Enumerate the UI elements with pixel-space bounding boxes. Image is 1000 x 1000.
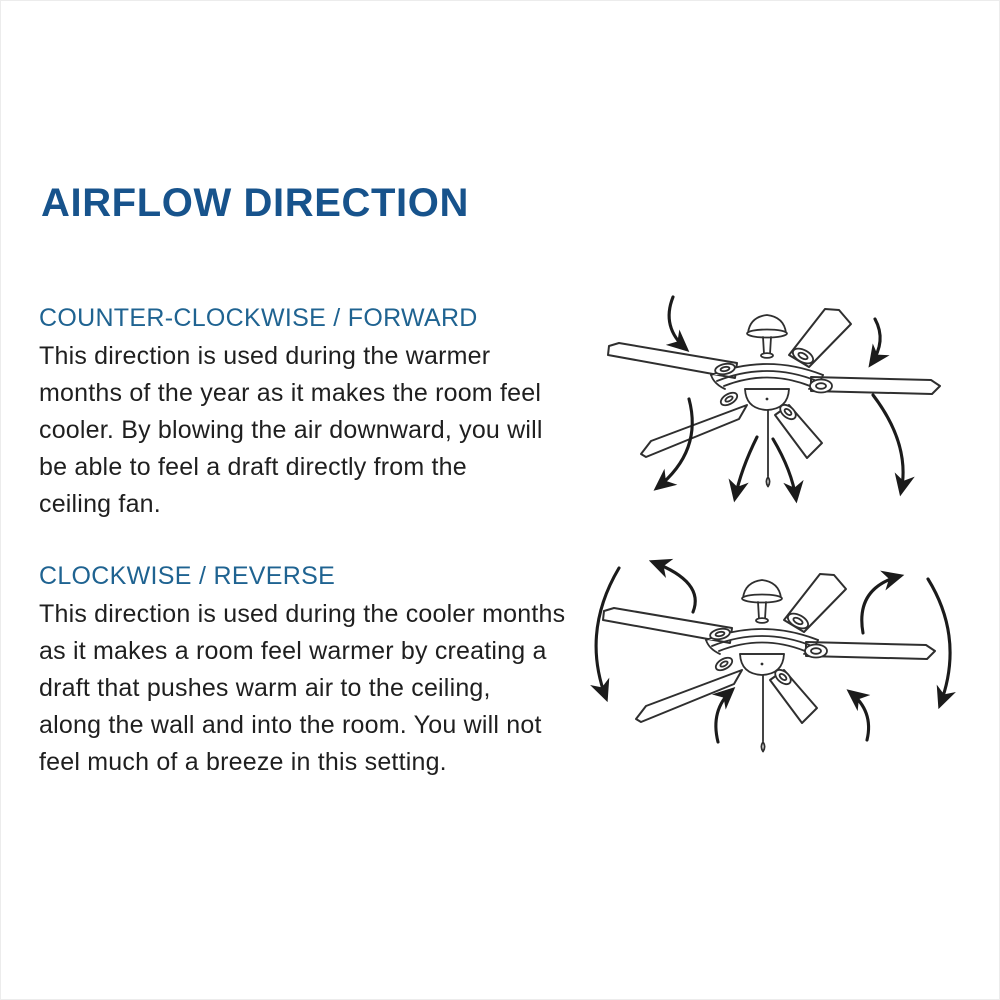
ceiling-fan-illustration	[603, 574, 935, 752]
airflow-arrow-right-down	[873, 395, 903, 492]
fan-diagram-reverse-upward-airflow	[579, 544, 989, 786]
ceiling-fan-illustration	[608, 309, 940, 487]
body-text-line: along the wall and into the room. You will not	[39, 711, 542, 739]
airflow-arrow-right-outer-down	[928, 579, 950, 705]
body-text-line: feel much of a breeze in this setting.	[39, 748, 447, 776]
body-text-line: as it makes a room feel warmer by creating a	[39, 637, 547, 665]
section-heading: CLOCKWISE / REVERSE	[39, 562, 336, 590]
airflow-arrow-left-outer-down	[596, 568, 619, 698]
airflow-arrow-right-inner-up	[862, 576, 900, 633]
airflow-arrow-top-left-down	[669, 297, 686, 349]
airflow-arrow-bottom-center-right-up	[850, 692, 869, 740]
section-counter-clockwise-forward	[39, 303, 599, 523]
body-text-line: be able to feel a draft directly from the	[39, 453, 467, 481]
section-body	[39, 338, 599, 523]
body-text-line: cooler. By blowing the air downward, you will	[39, 416, 543, 444]
airflow-arrow-bottom-center-left-down	[735, 437, 757, 498]
body-text-line: This direction is used during the cooler months	[39, 600, 566, 628]
body-text-line: draft that pushes warm air to the ceiling,	[39, 674, 491, 702]
body-text-line: ceiling fan.	[39, 490, 161, 518]
airflow-arrow-bottom-center-right-down	[773, 439, 796, 499]
body-text-line: This direction is used during the warmer	[39, 342, 491, 370]
section-heading: COUNTER-CLOCKWISE / FORWARD	[39, 304, 478, 332]
fan-diagram-forward-downward-airflow	[589, 287, 989, 524]
airflow-arrow-top-right-down	[871, 319, 880, 364]
airflow-arrow-bottom-center-left-up	[716, 690, 732, 742]
body-text-line: months of the year as it makes the room feel	[39, 379, 542, 407]
section-clockwise-reverse	[39, 561, 599, 781]
airflow-arrow-left-inner-up	[653, 562, 695, 612]
page-title: AIRFLOW DIRECTION	[41, 181, 469, 225]
section-body	[39, 596, 599, 781]
